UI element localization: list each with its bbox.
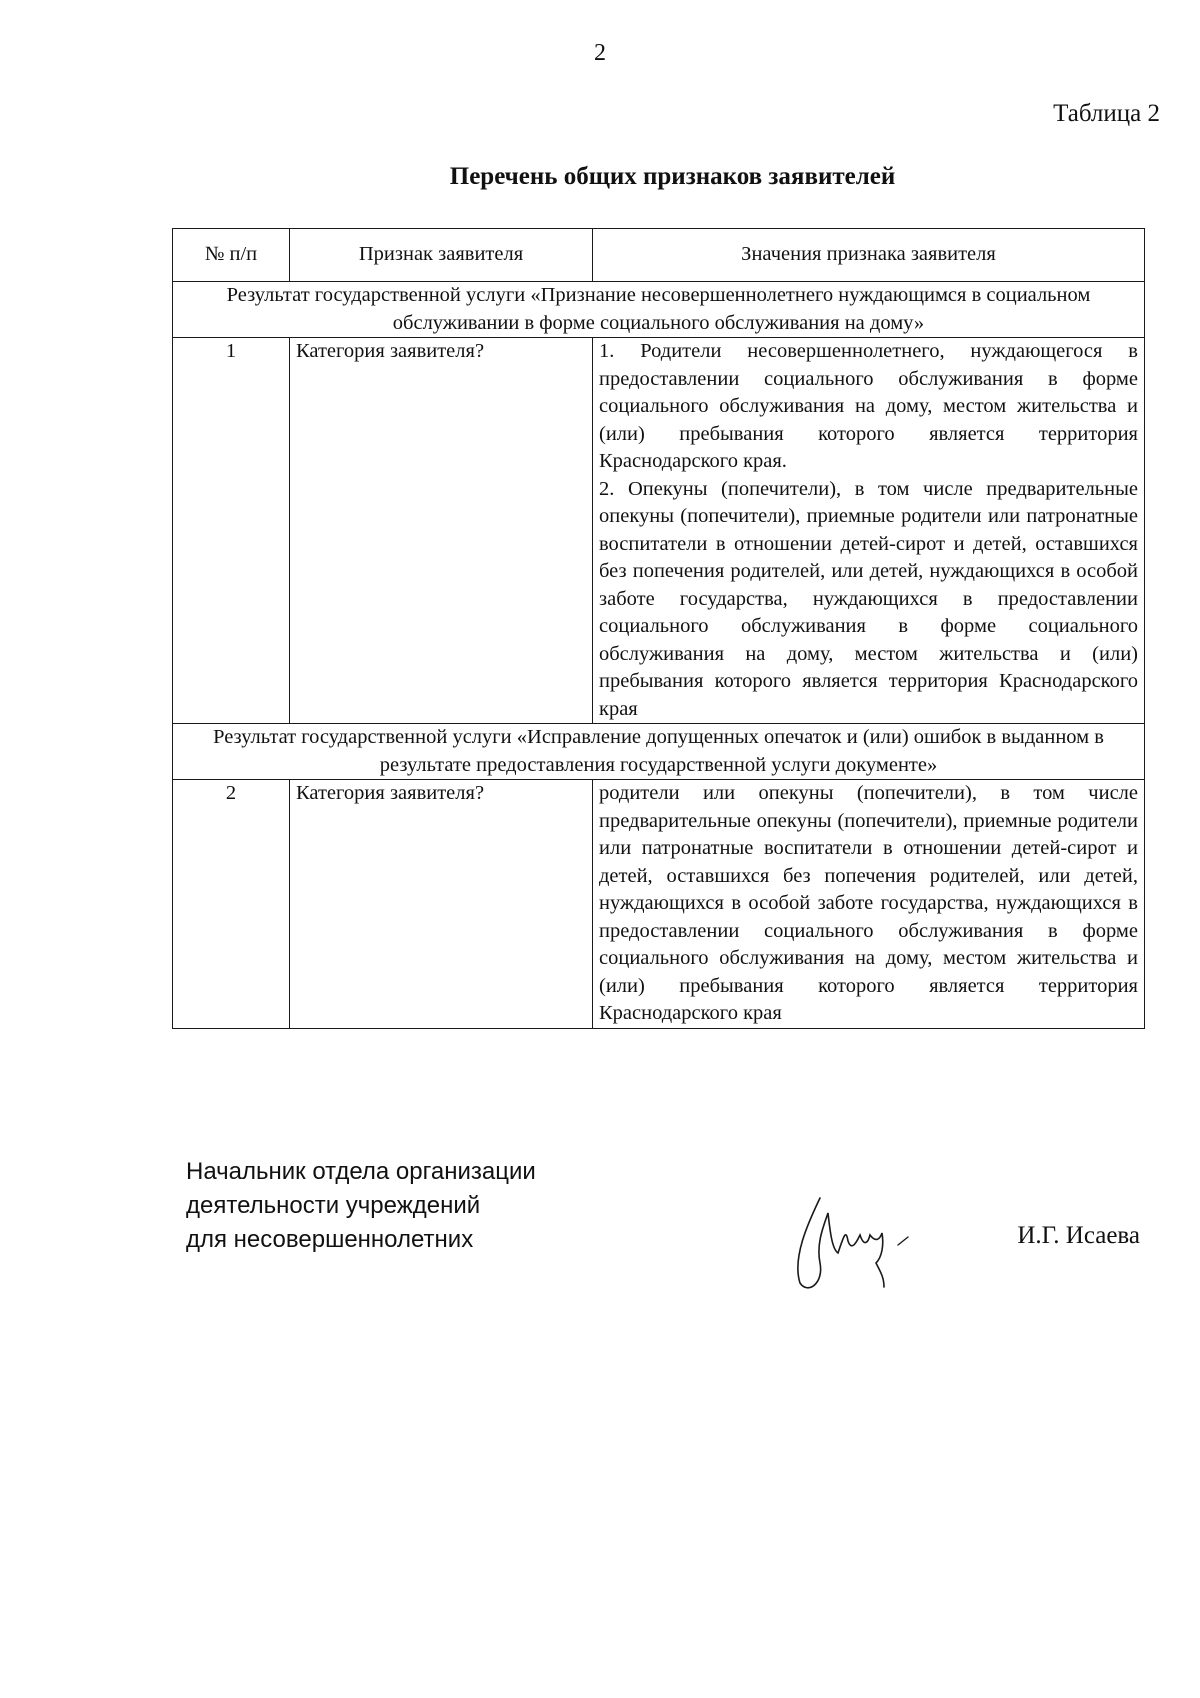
value-paragraph: 1. Родители несовершеннолетнего, нуждающегося в предоставлении социального обслуживания в форме социального обслуживания на дому, местом жительства и (или) пребывания которого является территория Краснодарского края. [599, 340, 1138, 472]
position-line: для несовершеннолетних [186, 1226, 474, 1253]
section-heading-row [173, 282, 1145, 338]
header-values: Значения признака заявителя [593, 229, 1145, 282]
row-number: 2 [173, 780, 290, 1029]
table-row [173, 780, 1145, 1029]
document-title: Перечень общих признаков заявителей [449, 163, 896, 190]
row-attribute: Категория заявителя? [290, 780, 593, 1029]
row-attribute: Категория заявителя? [290, 338, 593, 724]
row-number: 1 [173, 338, 290, 724]
section-heading: Результат государственной услуги «Признание несовершеннолетнего нуждающимся в социальном обслуживании в форме социального обслуживания на дому» [173, 282, 1145, 338]
signatory-position [186, 1155, 536, 1257]
section-heading-row [173, 724, 1145, 780]
position-line: Начальник отдела организации [186, 1158, 536, 1185]
table-label: Таблица 2 [1053, 100, 1160, 127]
handwritten-signature [780, 1183, 930, 1298]
row-values [593, 780, 1145, 1029]
header-number: № п/п [173, 229, 290, 282]
section-heading: Результат государственной услуги «Исправление допущенных опечаток и (или) ошибок в выданном в результате предоставления государственной услуги документе» [173, 724, 1145, 780]
position-line: деятельности учреждений [186, 1192, 481, 1219]
applicant-attributes-table [172, 228, 1145, 1029]
signer-name: И.Г. Исаева [1017, 1222, 1140, 1249]
table-row [173, 338, 1145, 724]
row-values [593, 338, 1145, 724]
page-number: 2 [594, 40, 606, 66]
value-paragraph: 2. Опекуны (попечители), в том числе предварительные опекуны (попечители), приемные родители или патронатные воспитатели в отношении детей-сирот и детей, оставшихся без попечения родителей, или детей, нуждающихся в особой заботе государства, нуждающихся в предоставлении социального обслуживания в форме социального обслуживания на дому, местом жительства и (или) пребывания которого является территория Краснодарского края [599, 477, 1138, 720]
value-paragraph: родители или опекуны (попечители), в том числе предварительные опекуны (попечители), приемные родители или патронатные воспитатели в отношении детей-сирот и детей, оставшихся без попечения родителей, или детей, нуждающихся в особой заботе государства, нуждающихся в предоставлении социального обслуживания в форме социального обслуживания на дому, местом жительства и (или) пребывания которого является территория Краснодарского края [599, 782, 1138, 1024]
table-header-row [173, 229, 1145, 282]
header-attribute: Признак заявителя [290, 229, 593, 282]
